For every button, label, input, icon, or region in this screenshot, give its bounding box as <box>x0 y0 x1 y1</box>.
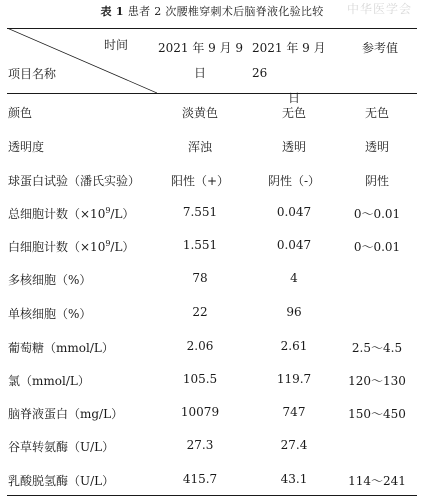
row-name: 脑脊液蛋白（mg/L） <box>8 407 124 421</box>
cell-date2: 119.7 <box>276 372 312 386</box>
table-row <box>0 339 424 359</box>
cell-date2: 透明 <box>281 140 306 154</box>
cell-date1: 10079 <box>180 405 220 419</box>
table-row <box>0 138 424 158</box>
header-diagonal <box>7 28 157 93</box>
header-col-date1-line1: 2021 年 9 月 9 <box>158 41 244 55</box>
table-row <box>0 472 424 492</box>
header-item-label: 项目名称 <box>8 67 57 81</box>
cell-date2: 4 <box>290 271 298 285</box>
row-name: 透明度 <box>8 140 45 154</box>
table-row <box>0 405 424 425</box>
table-title: 患者 2 次腰椎穿刺术后脑脊液化验比较 <box>127 5 324 18</box>
header-col-date1-line2: 日 <box>194 66 207 80</box>
row-name: 谷草转氨酶（U/L） <box>8 440 115 454</box>
cell-date2: 43.1 <box>280 472 308 486</box>
row-name: 葡萄糖（mmol/L） <box>8 341 114 355</box>
row-name: 乳酸脱氢酶（U/L） <box>8 474 115 488</box>
cell-date1: 浑浊 <box>187 140 212 154</box>
header-col-date2 <box>252 36 342 111</box>
cell-reference: 0～0.01 <box>353 240 401 254</box>
header-col-date2-line1: 2021 年 9 月 26 <box>252 41 326 80</box>
row-name: 多核细胞（%） <box>8 273 92 287</box>
cell-reference: 120～130 <box>348 374 406 388</box>
table-row <box>0 271 424 291</box>
cell-reference: 150～450 <box>348 407 406 421</box>
cell-date1: 1.551 <box>182 238 218 252</box>
table-row <box>0 104 424 124</box>
table-row <box>0 372 424 392</box>
cell-date1: 78 <box>192 271 208 285</box>
cell-date2: 27.4 <box>280 438 308 452</box>
watermark: 中华医学会 <box>346 2 412 16</box>
cell-date1: 淡黄色 <box>181 106 218 120</box>
row-name: 单核细胞（%） <box>8 307 92 321</box>
header-rule <box>7 93 417 94</box>
header-col-date1 <box>158 36 248 86</box>
cell-date2: 2.61 <box>280 339 308 353</box>
cell-date1: 阳性（+） <box>170 174 230 188</box>
table-row <box>0 172 424 192</box>
table-row <box>0 438 424 458</box>
row-name: 白细胞计数$(\times 10^9/L)$ <box>8 239 135 254</box>
cell-date2: 0.047 <box>276 205 312 219</box>
row-name: 总细胞计数$(\times 10^9/L)$ <box>8 206 135 221</box>
cell-date2: 0.047 <box>276 238 312 252</box>
header-col-reference: 参考值 <box>361 41 398 55</box>
cell-reference: 阴性 <box>364 174 389 188</box>
header-col-date2-line2: 日 <box>288 91 301 105</box>
cell-reference: 透明 <box>364 140 389 154</box>
bottom-rule <box>7 495 417 496</box>
cell-date2: 96 <box>286 305 302 319</box>
cell-date1: 105.5 <box>182 372 218 386</box>
row-name: 颜色 <box>8 106 33 120</box>
cell-date2: 747 <box>282 405 306 419</box>
cell-reference: 114～241 <box>348 474 406 488</box>
table-row <box>0 305 424 325</box>
table-row <box>0 205 424 225</box>
cell-date1: 7.551 <box>182 205 218 219</box>
cell-date1: 22 <box>192 305 208 319</box>
header-time-label: 时间 <box>104 38 129 52</box>
cell-date1: 415.7 <box>182 472 218 486</box>
table-number: 表 1 <box>100 5 124 18</box>
cell-reference: 2.5～4.5 <box>351 341 403 355</box>
cell-date2: 阴性（-） <box>267 174 321 188</box>
row-name: 球蛋白试验（潘氏实验） <box>8 174 141 188</box>
table-row <box>0 238 424 258</box>
cell-reference: 无色 <box>364 106 389 120</box>
cell-date1: 27.3 <box>186 438 214 452</box>
cell-reference: 0～0.01 <box>353 207 401 221</box>
row-name: 氯（mmol/L） <box>8 374 90 388</box>
cell-date1: 2.06 <box>186 339 214 353</box>
cell-date2: 无色 <box>281 106 306 120</box>
